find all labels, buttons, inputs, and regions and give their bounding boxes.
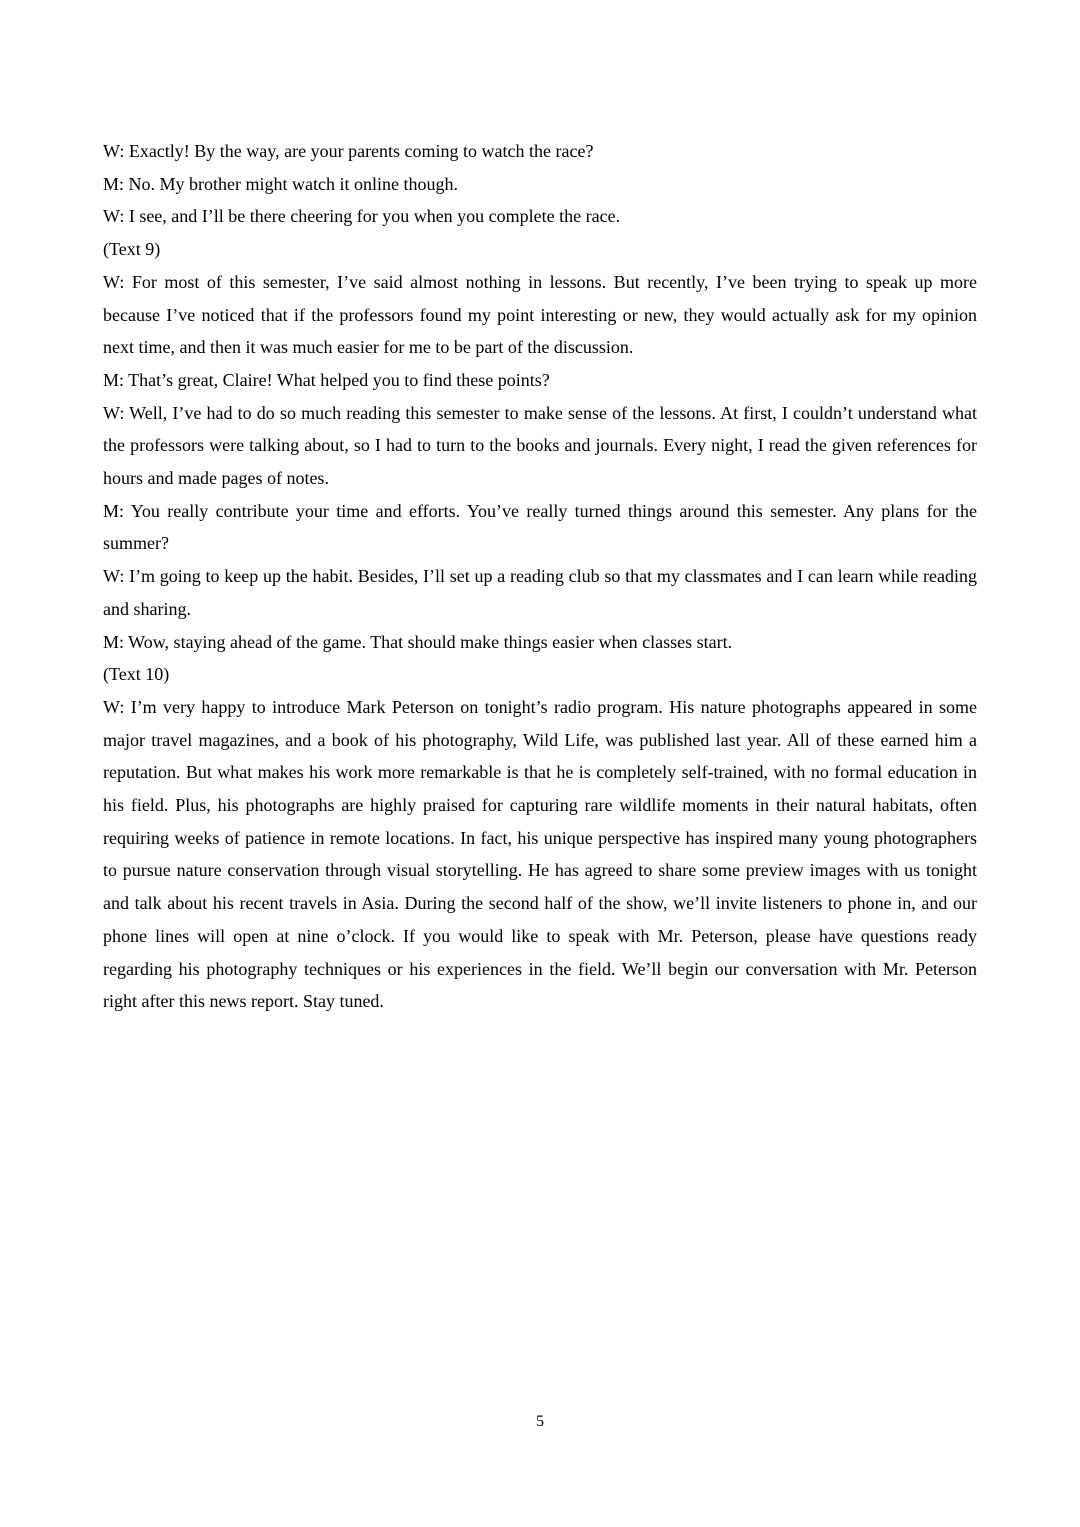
dialogue-line: W: I see, and I’ll be there cheering for you when you complete the race. <box>103 206 621 227</box>
dialogue-line: M: No. My brother might watch it online though. <box>103 173 458 194</box>
monologue-paragraph: W: I’m very happy to introduce Mark Peterson on tonight’s radio program. His nature photographs appeared in some major travel magazines, and a book of his photography, Wild Life, was published last year. All of these earned him a reputation. But what makes his work more remarkable is that he is completely self-trained, with no formal education in his field. Plus, his photographs are highly praised for capturing rare wildlife moments in their natural habitats, often requiring weeks of patience in remote locations. In fact, his unique perspective has inspired many young photographers to pursue nature conservation through visual storytelling. He has agreed to share some preview images with us tonight and talk about his recent travels in Asia. During the second half of the show, we’ll invite listeners to phone in, and our phone lines will open at nine o’clock. If you would like to speak with Mr. Peterson, please have questions ready regarding his photography techniques or his experiences in the field. We’ll begin our conversation with Mr. Peterson right after this news report. Stay tuned. <box>103 696 977 1012</box>
dialogue-line: W: I’m going to keep up the habit. Besides, I’ll set up a reading club so that my classmates and I can learn while reading and sharing. <box>103 566 977 619</box>
document-body <box>103 135 977 1018</box>
section-heading: (Text 9) <box>103 239 161 260</box>
dialogue-line: M: You really contribute your time and efforts. You’ve really turned things around this semester. Any plans for the summer? <box>103 500 977 554</box>
dialogue-line: M: That’s great, Claire! What helped you to find these points? <box>103 369 550 390</box>
dialogue-line: M: Wow, staying ahead of the game. That should make things easier when classes start. <box>103 631 733 652</box>
dialogue-line: W: For most of this semester, I’ve said almost nothing in lessons. But recently, I’ve been trying to speak up more because I’ve noticed that if the professors found my point interesting or new, they would actually ask for my opinion next time, and then it was much easier for me to be part of the discussion. <box>103 271 977 358</box>
dialogue-line: W: Well, I’ve had to do so much reading this semester to make sense of the lessons. At first, I couldn’t understand what the professors were talking about, so I had to turn to the books and journals. Every night, I read the given references for hours and made pages of notes. <box>103 402 977 489</box>
page-number: 5 <box>536 1413 544 1430</box>
dialogue-line: W: Exactly! By the way, are your parents coming to watch the race? <box>103 141 594 161</box>
section-heading: (Text 10) <box>103 664 170 685</box>
